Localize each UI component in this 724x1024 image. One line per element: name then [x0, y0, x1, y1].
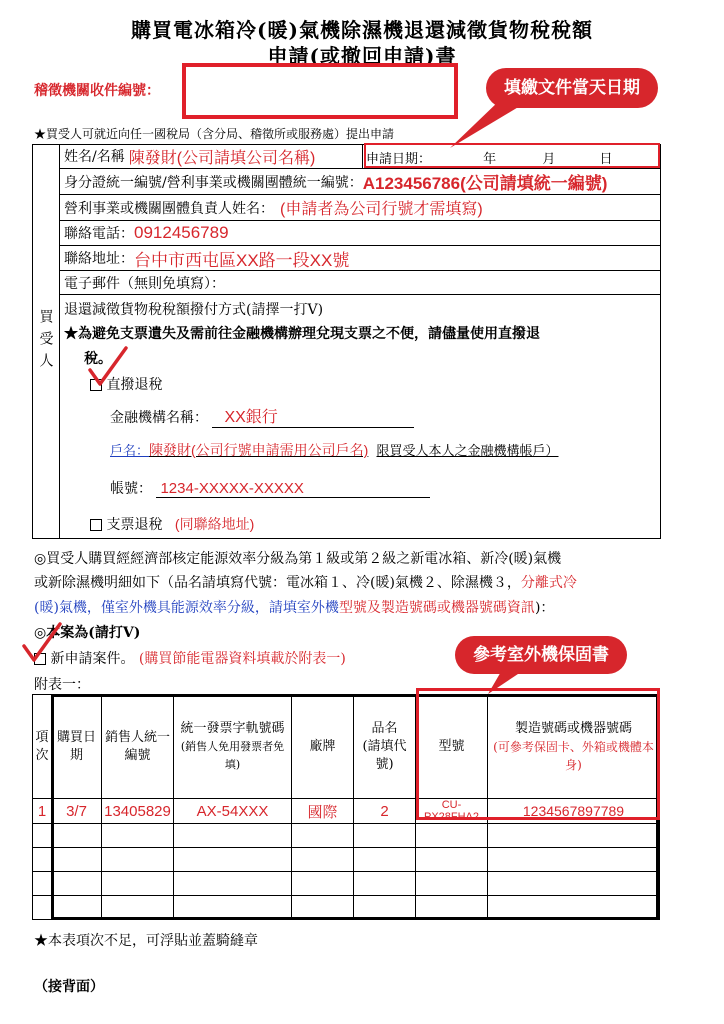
apply-date-year-label: 年 — [483, 152, 497, 167]
col-invoice-note: (銷售人免用發票者免填) — [180, 739, 285, 771]
address-field[interactable]: 台中市西屯區XX路一段XX號 — [134, 250, 350, 270]
email-label: 電子郵件（無則免填寫）： — [64, 275, 225, 292]
receipt-number-field[interactable] — [182, 63, 458, 119]
id-field[interactable]: A123456786(公司請填統一編號) — [362, 174, 608, 193]
row-date-cell[interactable]: 3/7 — [52, 799, 102, 824]
cheque-refund-option[interactable] — [90, 514, 254, 534]
refund-warning-end: 稅。 — [84, 351, 112, 367]
row-model-cell[interactable]: CU-PX28FHA2 — [416, 799, 488, 824]
empty-cell[interactable] — [33, 848, 52, 872]
new-case-option[interactable] — [34, 648, 346, 668]
refund-method-label: 退還減徵貨物稅稅額撥付方式(請擇一打Ⅴ) — [64, 302, 324, 318]
note-line3-end: )： — [534, 600, 555, 616]
row-index-cell[interactable]: 1 — [33, 799, 52, 824]
account-name-row — [110, 440, 559, 460]
note-line2-text: 或新除濕機明細如下（品名請填寫代號：電冰箱１、冷(暖)氣機２、除濕機３， — [34, 575, 521, 591]
note-line2-red: 分離式冷 — [520, 575, 577, 591]
apply-date-month-label: 月 — [542, 152, 556, 167]
rep-field[interactable]: (申請者為公司行號才需填寫) — [280, 201, 483, 218]
callout-filing-date: 填繳文件當天日期 — [486, 68, 658, 108]
phone-label: 聯絡電話： — [64, 226, 134, 242]
empty-cell[interactable] — [33, 872, 52, 896]
callout-warranty-reference: 參考室外機保固書 — [455, 636, 627, 674]
col-model-header: 型號 — [416, 695, 488, 799]
address-label: 聯絡地址： — [64, 251, 134, 267]
checkmark-icon — [18, 618, 64, 664]
apply-date-day-label: 日 — [599, 152, 613, 167]
address-row — [60, 246, 661, 271]
row-product-cell[interactable]: 2 — [354, 799, 416, 824]
receipt-number-label: 稽徵機關收件編號： — [34, 83, 160, 99]
note-line3-blue: (暖)氣機，僅室外機具能源效率分級，請填室外機 — [34, 600, 339, 616]
buyer-side-label: 買受人 — [32, 144, 60, 539]
checkmark-icon — [84, 344, 130, 388]
model-serial-highlight — [416, 688, 660, 820]
cheque-refund-checkbox[interactable] — [90, 519, 102, 531]
note-line3-red: 型號及製造號碼或機器號碼資訊 — [338, 600, 535, 616]
id-row — [60, 169, 661, 195]
bank-field[interactable]: XX銀行 — [212, 404, 414, 428]
new-case-label: 新申請案件。 — [50, 651, 135, 667]
row-brand-cell[interactable]: 國際 — [292, 799, 354, 824]
rep-row — [60, 195, 661, 221]
apply-date-label: 申請日期： — [366, 152, 432, 167]
account-name-note: 限買受人本人之金融機構帳戶） — [376, 444, 559, 459]
account-no-field[interactable]: 1234-XXXXX-XXXXX — [156, 480, 430, 498]
col-seller-header: 銷售人統一編號 — [102, 695, 174, 799]
cheque-refund-label: 支票退稅 — [106, 517, 163, 533]
empty-cell[interactable] — [33, 896, 52, 920]
email-row — [60, 271, 661, 295]
email-field[interactable] — [225, 273, 661, 293]
apply-note: ★買受人可就近向任一國稅局（含分局、稽徵所或服務處）提出申請 — [34, 127, 395, 141]
bank-row — [110, 404, 414, 428]
account-no-row — [110, 478, 430, 498]
row-serial-cell[interactable]: 1234567897789 — [488, 799, 660, 824]
col-invoice-title: 統一發票字軌號碼 — [180, 720, 285, 736]
direct-refund-label: 直撥退稅 — [106, 377, 163, 393]
col-serial-note: (可參考保固卡、外箱或機體本身) — [493, 739, 654, 772]
note-line1: ◎買受人購買經經濟部核定能源效率分級為第１級或第２級之新電冰箱、新冷(暖)氣機 — [34, 551, 562, 567]
rep-label: 營利事業或機關團體負責人姓名： — [64, 200, 274, 217]
row-invoice-cell[interactable]: AX-54XXX — [174, 799, 292, 824]
name-field[interactable]: 陳發財(公司請填公司名稱) — [128, 149, 316, 167]
col-product-note: (請填代號) — [362, 738, 407, 772]
continue-on-back: （接背面） — [34, 979, 104, 995]
note-line3 — [34, 597, 554, 617]
name-label: 姓名/名稱 — [64, 149, 125, 165]
appendix-label: 附表一： — [34, 677, 90, 693]
col-index-header: 項次 — [33, 695, 52, 799]
id-label: 身分證統一編號/營利事業或機關團體統一編號： — [64, 174, 363, 191]
row-seller-cell[interactable]: 13405829 — [102, 799, 174, 824]
row-divider — [362, 144, 363, 169]
empty-cell[interactable] — [33, 824, 52, 848]
account-name-label: 戶名： — [110, 444, 150, 459]
bank-label: 金融機構名稱： — [110, 410, 208, 426]
col-date-header: 購買日期 — [52, 695, 102, 799]
form-title-line2: 申請(或撤回申請)書 — [267, 44, 457, 68]
new-case-note: (購買節能電器資料填載於附表一) — [138, 651, 346, 667]
apply-date-highlight — [364, 143, 660, 168]
col-serial-title: 製造號碼或機器號碼 — [514, 720, 632, 736]
phone-row — [60, 221, 661, 246]
form-title-line1: 購買電冰箱冷(暖)氣機除濕機退還減徵貨物稅稅額 — [131, 18, 593, 42]
col-brand-header: 廠牌 — [292, 695, 354, 799]
account-no-label: 帳號： — [110, 481, 152, 497]
col-product-title: 品名 — [371, 720, 398, 736]
note-line2 — [34, 572, 577, 592]
footer-note: ★本表項次不足，可浮貼並蓋騎縫章 — [34, 933, 258, 949]
account-name-field[interactable]: 陳發財(公司行號申請需用公司戶名) — [149, 442, 369, 458]
case-type-label: ◎本案為(請打Ⅴ) — [34, 625, 141, 641]
phone-field[interactable]: 0912456789 — [134, 223, 229, 242]
cheque-refund-note: (同聯絡地址) — [174, 516, 255, 532]
refund-warning: ★為避免支票遺失及需前往金融機構辦理兌現支票之不便，請儘量使用直撥退 — [64, 326, 540, 342]
